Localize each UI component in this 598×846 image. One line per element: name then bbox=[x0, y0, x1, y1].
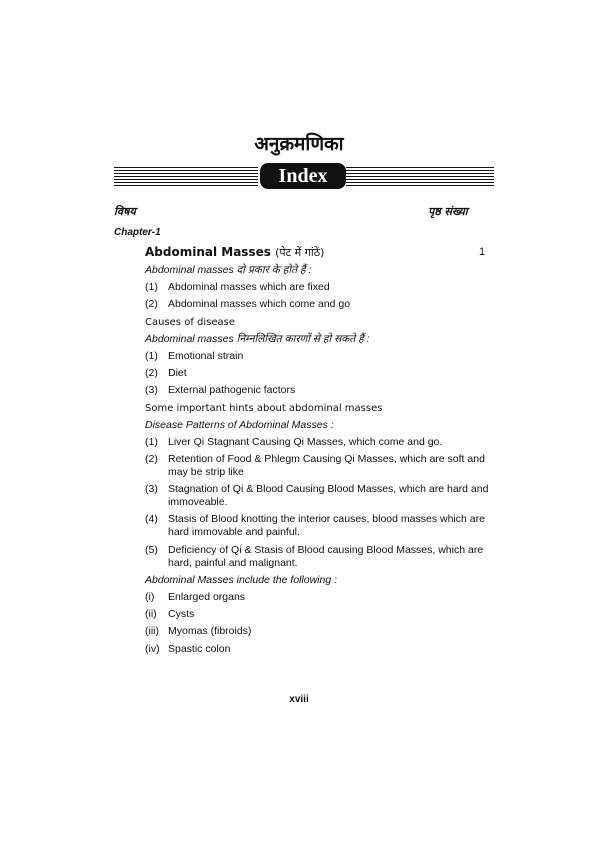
index-entry bbox=[145, 643, 505, 656]
section-heading-title: Abdominal Masses bbox=[145, 245, 271, 259]
entry-number: (2) bbox=[145, 367, 158, 380]
section-page-number: 1 bbox=[479, 246, 486, 258]
entry-text: Some important hints about abdominal masses bbox=[145, 402, 383, 414]
index-entry bbox=[145, 574, 505, 587]
entry-text: Abdominal masses निम्नलिखित कारणों से हो सकते हैं : bbox=[145, 332, 370, 345]
entry-number: (iv) bbox=[145, 642, 160, 655]
entry-text: Stasis of Blood knotting the interior causes, blood masses which are hard immovable and painful. bbox=[168, 513, 485, 539]
index-entry bbox=[145, 483, 505, 509]
index-banner bbox=[114, 163, 494, 191]
entry-number: (1) bbox=[145, 349, 158, 362]
banner-stripes-left bbox=[114, 167, 258, 187]
index-entry bbox=[145, 384, 505, 397]
entry-text: Spastic colon bbox=[168, 642, 231, 655]
entry-text: Emotional strain bbox=[168, 349, 244, 362]
index-entry bbox=[145, 281, 505, 294]
index-label: Index bbox=[260, 163, 346, 189]
entry-number: (4) bbox=[145, 513, 158, 526]
index-entry bbox=[145, 544, 505, 570]
entry-number: (1) bbox=[145, 435, 158, 448]
entry-text: Abdominal masses which come and go bbox=[168, 298, 351, 311]
index-entry bbox=[145, 350, 505, 363]
index-entry bbox=[145, 298, 505, 311]
entry-text: Cysts bbox=[168, 608, 195, 621]
index-entry bbox=[145, 402, 505, 415]
entry-text: External pathogenic factors bbox=[168, 384, 296, 397]
entry-text: Abdominal masses दो प्रकार के होते हैं : bbox=[145, 264, 312, 276]
entry-text: Abdominal Masses include the following : bbox=[145, 573, 338, 586]
entry-text: Stagnation of Qi & Blood Causing Blood Masses, which are hard and immoveable. bbox=[168, 483, 489, 509]
entry-number: (3) bbox=[145, 384, 158, 397]
entry-text: Enlarged organs bbox=[168, 591, 246, 603]
entry-text: Liver Qi Stagnant Causing Qi Masses, which come and go. bbox=[168, 435, 443, 448]
banner-stripes-right bbox=[346, 167, 494, 187]
index-entries bbox=[145, 264, 505, 660]
entry-number: (i) bbox=[145, 591, 155, 603]
entry-text: Retention of Food & Phlegm Causing Qi Masses, which are soft and may be strip like bbox=[168, 453, 485, 479]
hindi-title: अनुक्रमणिका bbox=[254, 133, 344, 155]
index-entry bbox=[145, 591, 505, 604]
entry-number: (2) bbox=[145, 298, 158, 311]
entry-number: (1) bbox=[145, 281, 158, 294]
entry-text: Abdominal masses which are fixed bbox=[168, 281, 330, 294]
index-entry bbox=[145, 367, 505, 380]
entry-text: Diet bbox=[168, 367, 187, 380]
entry-number: (2) bbox=[145, 453, 158, 466]
index-entry bbox=[145, 513, 505, 539]
subject-column-header: विषय bbox=[114, 205, 136, 218]
page-number-column-header: पृष्ठ संख्या bbox=[428, 205, 468, 218]
entry-number: (3) bbox=[145, 483, 158, 496]
entry-text: Disease Patterns of Abdominal Masses : bbox=[145, 418, 334, 431]
index-entry bbox=[145, 333, 505, 346]
index-entry bbox=[145, 453, 505, 479]
index-entry bbox=[145, 419, 505, 432]
section-heading bbox=[145, 245, 324, 260]
index-entry bbox=[145, 264, 505, 277]
index-entry bbox=[145, 608, 505, 621]
entry-number: (5) bbox=[145, 543, 158, 556]
entry-text: Deficiency of Qi & Stasis of Blood causing Blood Masses, which are hard, painful and malignant. bbox=[168, 543, 484, 569]
entry-text: Myomas (fibroids) bbox=[168, 625, 252, 638]
section-heading-hindi: (पेट में गांठें) bbox=[275, 246, 325, 259]
entry-number: (iii) bbox=[145, 625, 159, 638]
index-entry bbox=[145, 316, 505, 329]
index-entry bbox=[145, 436, 505, 449]
entry-number: (ii) bbox=[145, 608, 157, 621]
entry-text: Causes of disease bbox=[145, 316, 235, 328]
index-entry bbox=[145, 625, 505, 638]
footer-page-number: xviii bbox=[289, 694, 309, 705]
chapter-label: Chapter-1 bbox=[114, 227, 161, 238]
